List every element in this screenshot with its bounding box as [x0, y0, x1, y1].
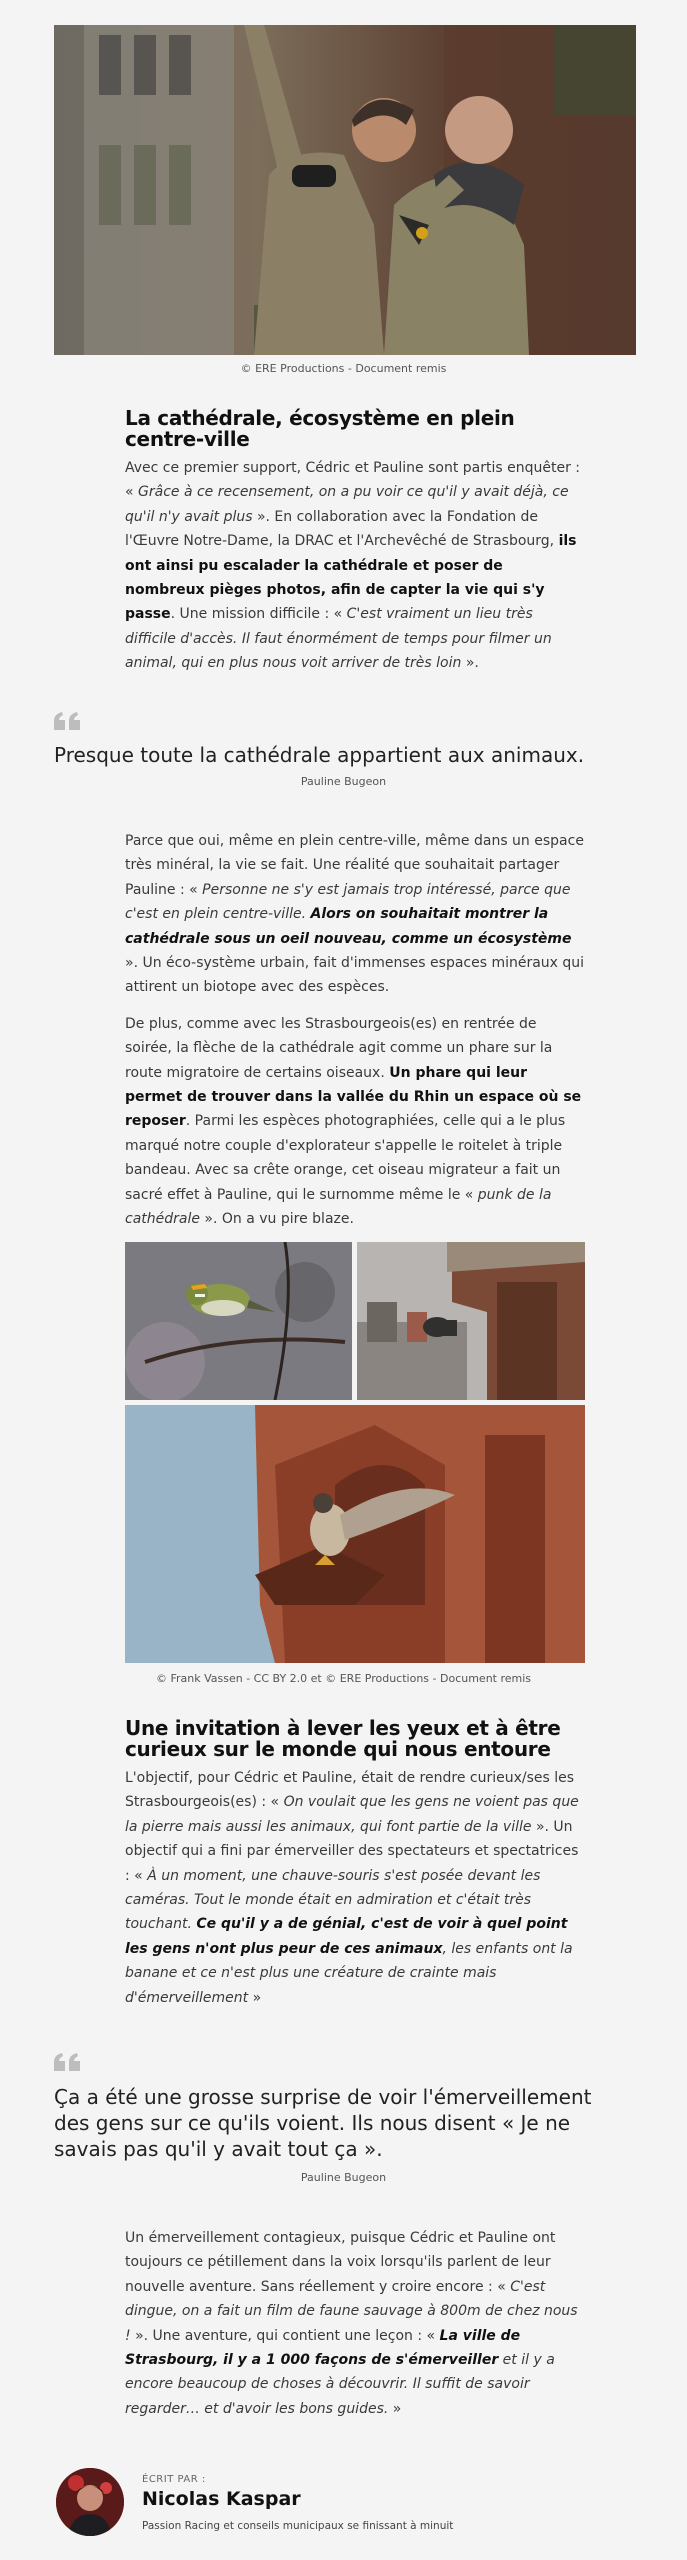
text-segment: On voulait que les gens ne voient pas que la pierre mais aussi les animaux, qui font partie de la ville: [125, 1794, 579, 1835]
quote-mark-icon: [54, 2053, 80, 2071]
pull-quote: Ça a été une grosse surprise de voir l'émerveillement des gens sur ce qu'ils voient. Ils nous disent « Je ne savais pas qu'il y avait tout ça ».: [54, 2085, 592, 2161]
pull-quote: Presque toute la cathédrale appartient aux animaux.: [54, 743, 585, 767]
text-segment: ». Une aventure, qui contient une leçon : «: [130, 2327, 440, 2344]
text-segment: ils ont ainsi pu escalader la cathédrale et poser de nombreux pièges photos, afin de capter la vie qui s'y passe: [125, 533, 577, 623]
author-name[interactable]: Nicolas Kaspar: [142, 2488, 301, 2510]
text-segment: La ville de Strasbourg, il y a 1 000 façons de s'émerveiller: [125, 2327, 521, 2369]
text-segment: De plus, comme avec les Strasbourgeois(es) en rentrée de soirée, la flèche de la cathédrale agit comme un phare sur la route migratoire de certains oiseaux.: [125, 1015, 553, 1081]
section-paragraph: [125, 1012, 585, 1232]
text-segment: , les enfants ont la banane et ce n'est plus une créature de crainte mais d'émerveillement: [125, 1940, 573, 2006]
text-segment: Alors on souhaitait montrer la cathédrale sous un oeil nouveau, comme un écosystème: [125, 906, 572, 947]
gallery-caption: © Frank Vassen - CC BY 2.0 et © ERE Productions - Document remis: [155, 1672, 532, 1685]
section-paragraph: [125, 829, 585, 1000]
section-cathedral-ecosystem: [125, 408, 585, 676]
text-segment: ». Un éco-système urbain, fait d'immenses espaces minéraux qui attirent un biotope avec des espèces.: [125, 955, 585, 996]
goldcrest-photo: [125, 1242, 352, 1400]
section-paragraph: [125, 456, 585, 676]
section-conclusion: [125, 2226, 585, 2421]
falcon-photo: [125, 1405, 585, 1663]
author-box: [54, 2468, 614, 2538]
section-heading: Une invitation à lever les yeux et à être curieux sur le monde qui nous entoure: [125, 1716, 561, 1761]
text-segment: et il y a encore beaucoup de choses à découvrir. Il suffit de savoir regarder… et d'avoir les bons guides.: [125, 2352, 555, 2417]
section-paragraph: [125, 2226, 585, 2421]
section-urban-ecosystem: [125, 829, 585, 1232]
section-paragraph: [125, 1766, 585, 2010]
text-segment: ». En collaboration avec la Fondation de l'Œuvre Notre-Dame, la DRAC et l'Archevêché de Strasbourg,: [125, 508, 559, 550]
written-by-label: ÉCRIT PAR :: [142, 2474, 206, 2485]
hero-caption: © ERE Productions - Document remis: [240, 362, 447, 375]
quote-mark-icon: [54, 712, 80, 730]
text-segment: »: [388, 2400, 402, 2417]
cathedral-camera-photo: [357, 1242, 585, 1400]
text-segment: ». Un objectif qui a fini par émerveiller des spectateurs et spectatrices : «: [125, 1818, 579, 1884]
text-segment: . Parmi les espèces photographiées, celle qui a le plus marqué notre couple d'explorateur s'appelle le roitelet à triple bandeau. Avec sa crête orange, cet oiseau migrateur a fait un sacré effet à Pauline, qui le surnomme même le «: [125, 1113, 566, 1203]
hero-photo: [54, 25, 636, 355]
text-segment: ». On a vu pire blaze.: [199, 1211, 354, 1228]
text-segment: Personne ne s'y est jamais trop intéressé, parce que c'est en plein centre-ville.: [125, 881, 571, 923]
quote-author: Pauline Bugeon: [300, 775, 387, 788]
text-segment: Un émerveillement contagieux, puisque Cédric et Pauline ont toujours ce pétillement dans la voix lorsqu'ils parlent de leur nouvelle aventure. Sans réellement y croire encore : «: [125, 2230, 556, 2295]
author-description: Passion Racing et conseils municipaux se finissant à minuit: [142, 2520, 454, 2532]
avatar[interactable]: [56, 2468, 124, 2536]
text-segment: Avec ce premier support, Cédric et Pauline sont partis enquêter : «: [125, 460, 581, 501]
text-segment: . Une mission difficile : «: [170, 606, 347, 623]
text-segment: »: [248, 1989, 262, 2006]
text-segment: L'objectif, pour Cédric et Pauline, était de rendre curieux/ses les Strasbourgeois(es) : «: [125, 1770, 575, 1811]
text-segment: Un phare qui leur permet de trouver dans la vallée du Rhin un espace où se reposer: [125, 1064, 582, 1130]
quote-author: Pauline Bugeon: [300, 2171, 387, 2184]
text-segment: C'est dingue, on a fait un film de faune sauvage à 800m de chez nous !: [125, 2278, 578, 2344]
text-segment: Ce qu'il y a de génial, c'est de voir à quel point les gens n'ont plus peur de ces animaux: [125, 1916, 568, 1957]
text-segment: Parce que oui, même en plein centre-ville, même dans un espace très minéral, la vie se fait. Une réalité que souhaitait partager Pauline : «: [125, 833, 584, 898]
text-segment: À un moment, une chauve-souris s'est posée devant les caméras. Tout le monde était en admiration et c'était très touchant.: [125, 1867, 541, 1933]
text-segment: punk de la cathédrale: [125, 1186, 552, 1228]
section-invitation: [125, 1718, 585, 2010]
text-segment: Grâce à ce recensement, on a pu voir ce qu'il y avait déjà, ce qu'il n'y avait plus: [125, 484, 569, 525]
text-segment: C'est vraiment un lieu très difficile d'accès. Il faut énormément de temps pour filmer un animal, qui en plus nous voit arriver de très loin: [125, 606, 552, 672]
section-heading: La cathédrale, écosystème en plein centre-ville: [125, 406, 515, 451]
text-segment: ».: [461, 655, 479, 672]
